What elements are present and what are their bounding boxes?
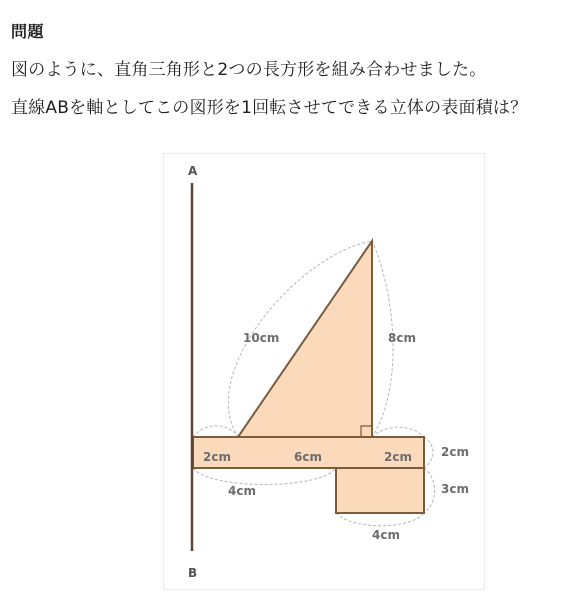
bottom-rect-height-label: 3cm [441, 482, 469, 496]
bottom-rectangle [336, 468, 424, 513]
bottom-rect-width-measure-arc [336, 513, 424, 526]
bottom-left-measure-arc [193, 468, 336, 485]
axis-label-b: B [188, 566, 198, 580]
top-rect-height-measure-arc [424, 437, 433, 468]
top-right-measure-arc [372, 427, 424, 437]
axis-label-a: A [188, 164, 198, 178]
top-right-label: 2cm [384, 450, 412, 464]
top-left-measure-arc [193, 426, 238, 437]
bottom-left-label: 4cm [228, 484, 256, 498]
question-text-line1: 図のように、直角三角形と2つの長方形を組み合わせました。 [11, 60, 487, 80]
hypotenuse-label: 10cm [243, 331, 280, 345]
bottom-rect-width-label: 4cm [372, 528, 400, 542]
triangle-height-label: 8cm [388, 331, 416, 345]
question-text-line2: 直線ABを軸としてこの図形を1回転させてできる立体の表面積は？ [11, 98, 528, 118]
top-left-label: 2cm [203, 450, 231, 464]
bottom-rect-height-measure-arc [424, 468, 435, 513]
question-heading: 問題 [11, 22, 45, 41]
top-middle-label: 6cm [294, 450, 322, 464]
top-rect-height-label: 2cm [441, 445, 469, 459]
